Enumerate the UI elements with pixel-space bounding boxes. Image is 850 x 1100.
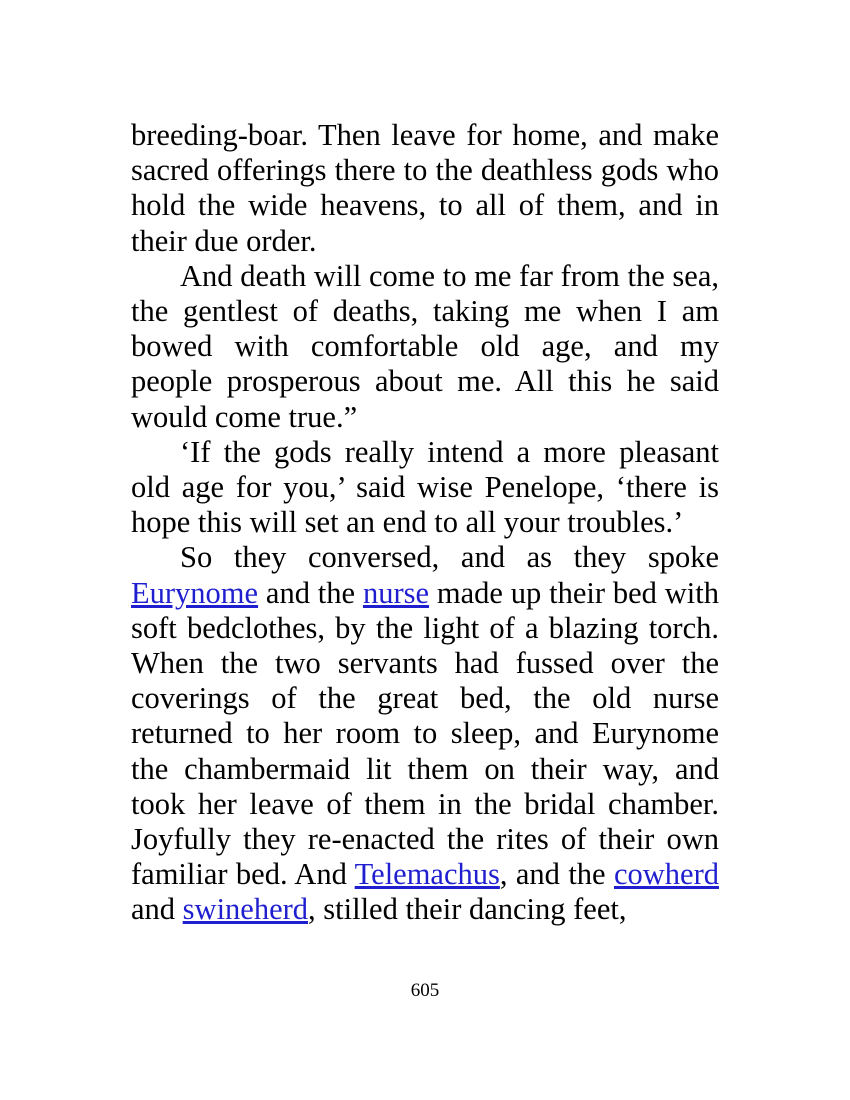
text-span: , stilled their dancing feet,	[308, 892, 627, 927]
paragraph	[131, 540, 719, 927]
paragraph	[131, 435, 719, 541]
paragraph	[131, 118, 719, 259]
link-cowherd[interactable]: cowherd	[613, 857, 719, 892]
text-span: and the	[258, 575, 363, 610]
text-span: breeding-boar. Then leave for home, and make sacred offerings there to the deathless gods who hold the wide heavens, to all of them, and in their due order.	[131, 118, 719, 258]
text-span: So they conversed, and as they spoke	[180, 540, 719, 575]
text-span: , and the	[499, 857, 614, 892]
paragraph	[131, 259, 719, 435]
body-text	[131, 118, 719, 928]
text-span: made up their bed with soft bedclothes, by the light of a blazing torch. When the two servants had fussed over the coverings of the great bed, the old nurse returned to her room to sleep, and Eurynome the chambermaid lit them on their way, and took her leave of them in the bridal chamber. Joyfully they re-enacted the rites of their own familiar bed. And	[131, 575, 719, 892]
link-swineherd[interactable]: swineherd	[182, 892, 309, 927]
link-nurse[interactable]: nurse	[362, 575, 430, 610]
page-number: 605	[410, 980, 440, 1001]
link-telemachus[interactable]: Telemachus	[354, 857, 500, 892]
text-span: and	[131, 892, 183, 927]
link-eurynome[interactable]: Eurynome	[131, 575, 259, 610]
text-span: ‘If the gods really intend a more pleasant old age for you,’ said wise Penelope, ‘there is hope this will set an end to all your troubles.’	[131, 434, 719, 540]
text-span: And death will come to me far from the sea, the gentlest of deaths, taking me when I am bowed with comfortable old age, and my people prosperous about me. All this he said would come true.”	[131, 258, 719, 434]
